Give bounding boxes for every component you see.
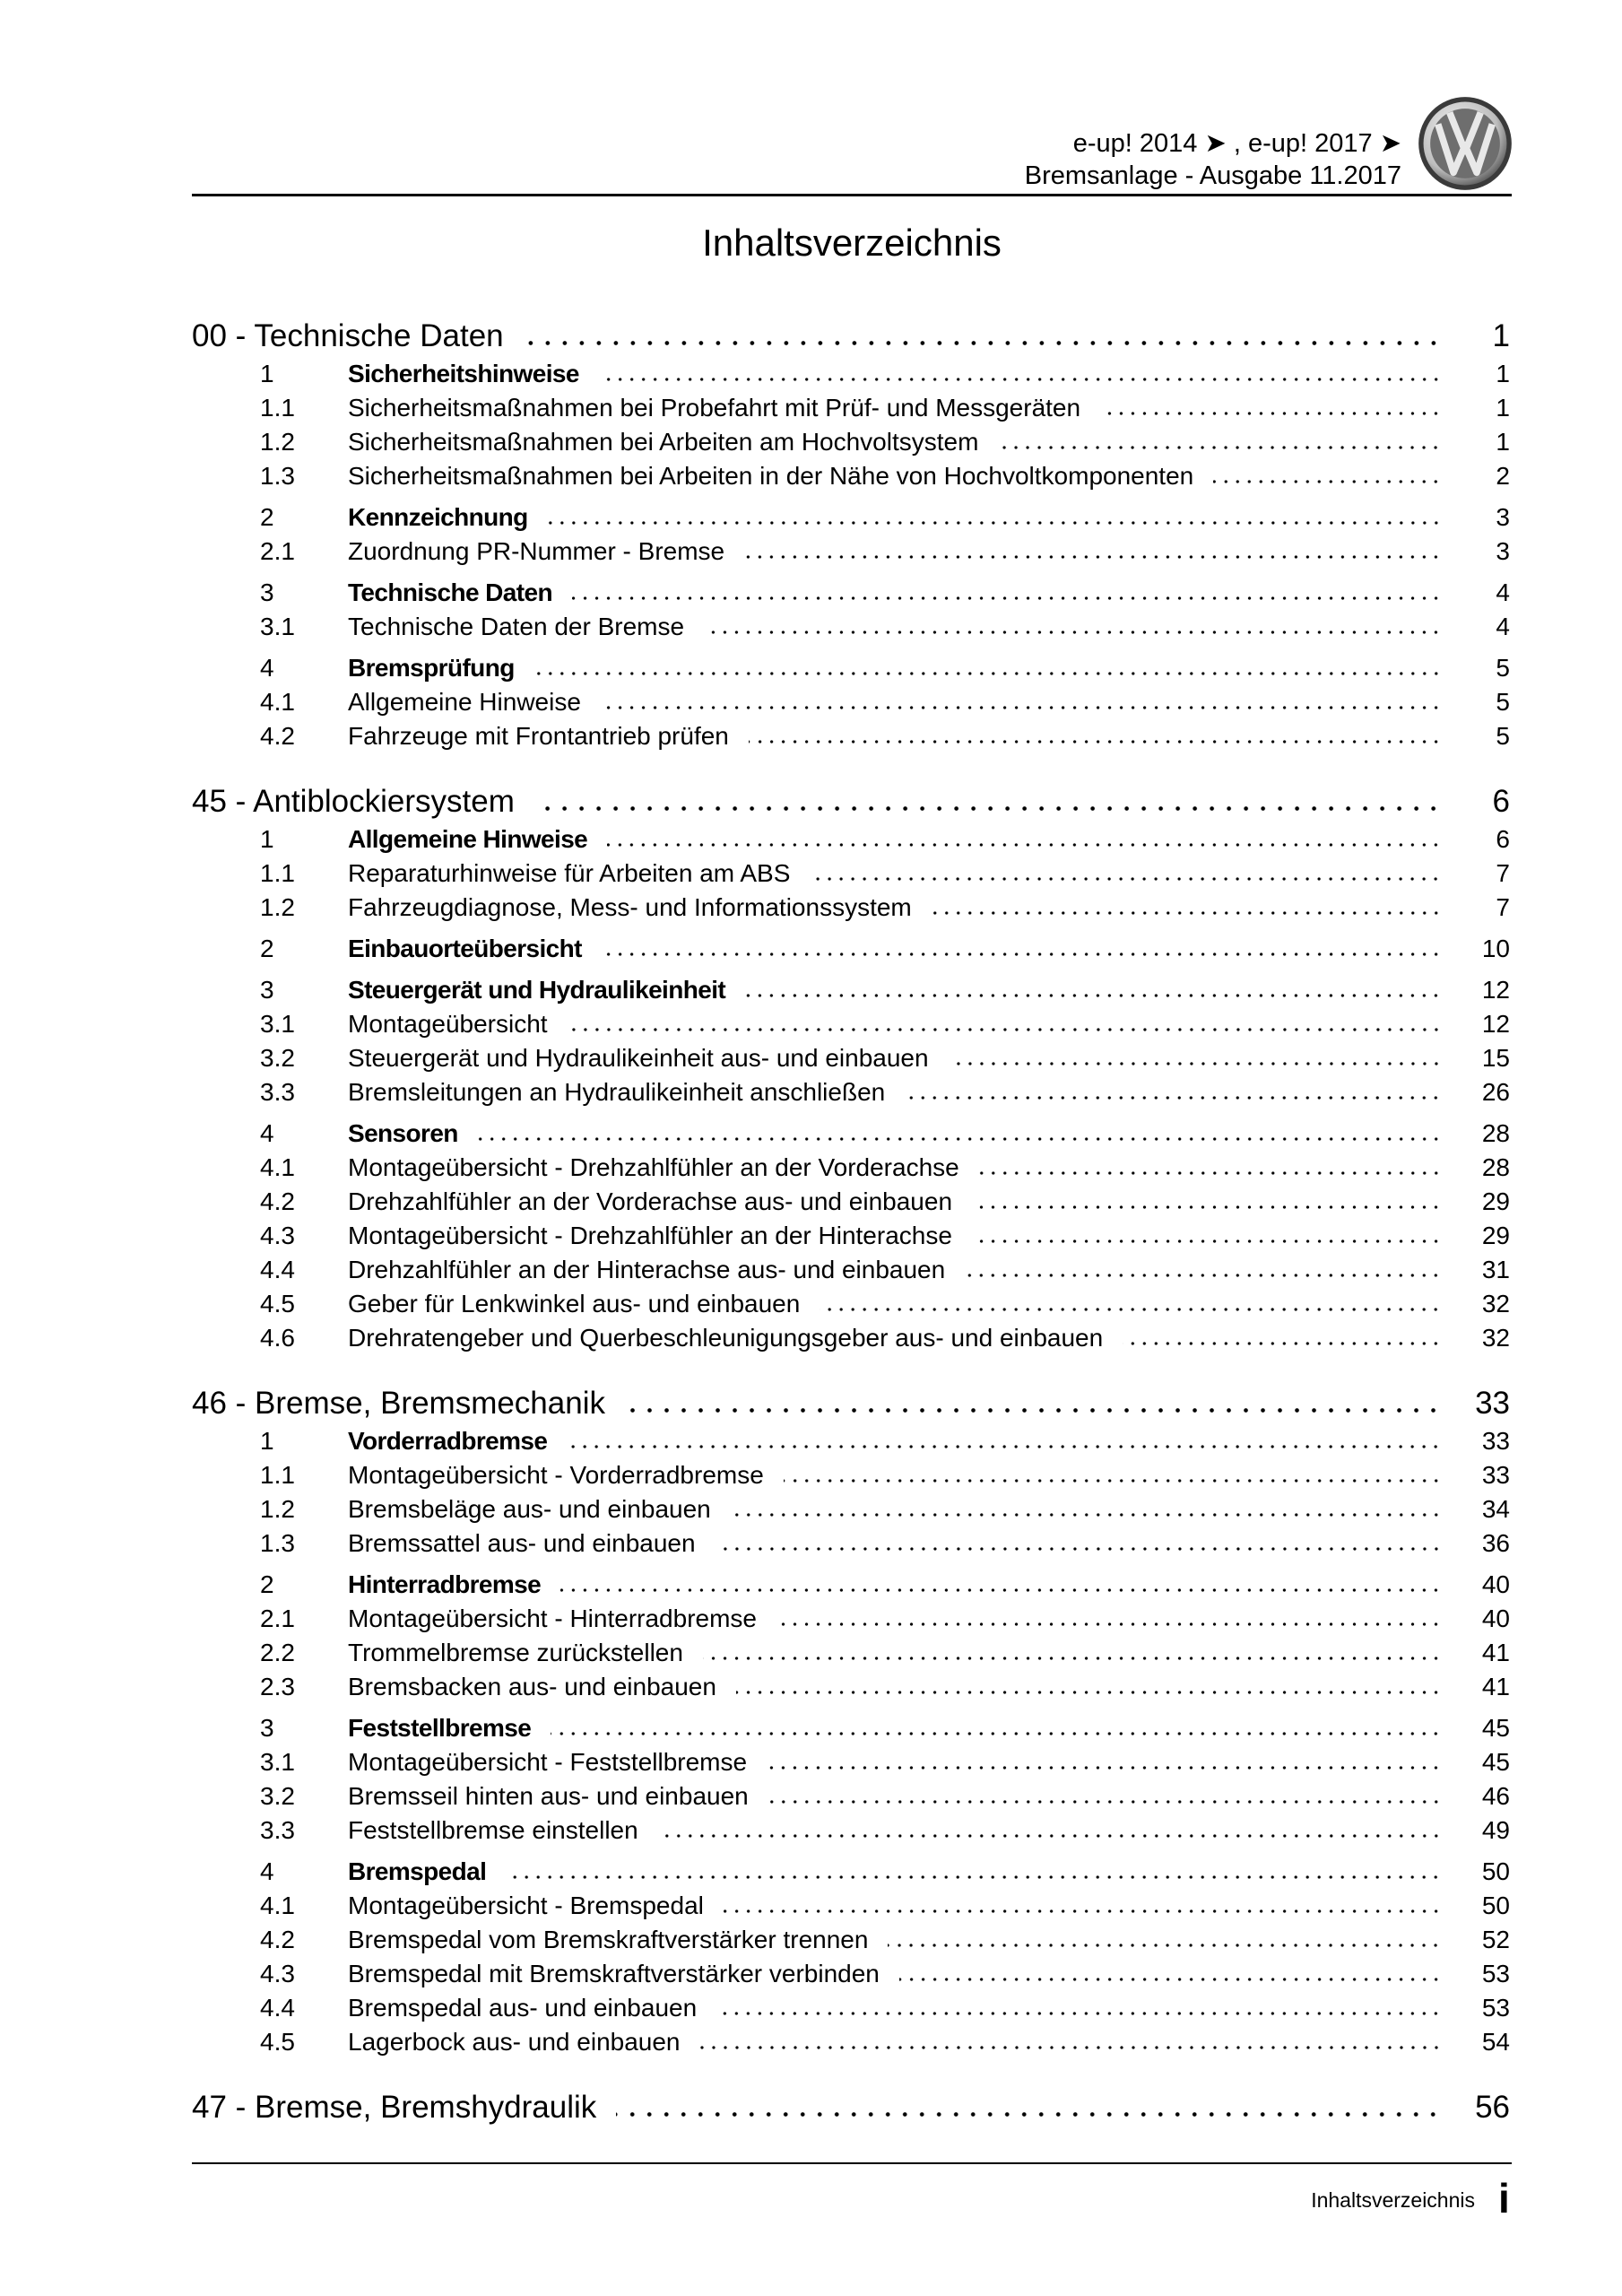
entry-number: 3.2	[260, 1782, 295, 1810]
toc-entry-row[interactable]	[192, 1185, 1510, 1219]
dot-leader	[568, 1027, 1442, 1032]
entry-title: Drehzahlfühler an der Vorderachse aus- und einbauen	[348, 1187, 953, 1215]
toc-entry-row[interactable]	[192, 500, 1510, 535]
dot-leader	[704, 630, 1442, 635]
dot-leader	[548, 520, 1442, 526]
dot-leader	[478, 1136, 1442, 1142]
entry-title: Trommelbremse zurückstellen	[348, 1639, 683, 1666]
entry-number: 3	[260, 976, 274, 1004]
toc-entry-row[interactable]	[192, 391, 1510, 425]
table-of-contents	[192, 312, 1510, 2132]
entry-title: Drehratengeber und Querbeschleunigungsgeber aus- und einbauen	[348, 1324, 1104, 1352]
entry-page-number: 50	[1481, 1857, 1510, 1885]
toc-entry-row[interactable]	[192, 1041, 1510, 1075]
dot-leader	[899, 1977, 1442, 1982]
entry-title: Fahrzeugdiagnose, Mess- und Informationssystem	[348, 893, 912, 921]
chapter-page-number: 6	[1492, 784, 1510, 819]
entry-number: 4.2	[260, 1187, 295, 1215]
entry-page-number: 3	[1496, 537, 1510, 565]
entry-number: 2.1	[260, 537, 295, 565]
entry-page-number: 36	[1481, 1529, 1510, 1557]
toc-entry-row[interactable]	[192, 535, 1510, 569]
entry-page-number: 5	[1496, 688, 1510, 716]
entry-page-number: 1	[1496, 428, 1510, 456]
entry-number: 3.1	[260, 1010, 295, 1038]
document-header	[1025, 127, 1401, 192]
entry-page-number: 45	[1481, 1748, 1510, 1776]
toc-entry-row[interactable]	[192, 357, 1510, 391]
chapter-title: 00 - Technische Daten	[192, 318, 504, 353]
entry-title: Vorderradbremse	[348, 1427, 548, 1455]
entry-number: 4	[260, 654, 274, 682]
entry-page-number: 53	[1481, 1994, 1510, 2022]
dot-leader	[602, 952, 1442, 957]
entry-title: Sicherheitshinweise	[348, 360, 579, 387]
toc-entry-row[interactable]	[192, 1602, 1510, 1636]
toc-entry-row[interactable]	[192, 459, 1510, 493]
entry-number: 3	[260, 578, 274, 606]
dot-leader	[998, 445, 1442, 450]
entry-number: 3.2	[260, 1044, 295, 1072]
dot-leader	[1100, 411, 1442, 416]
dot-leader	[731, 1512, 1442, 1518]
entry-title: Montageübersicht - Drehzahlfühler an der Vorderachse	[348, 1153, 959, 1181]
entry-number: 1	[260, 1427, 274, 1455]
footer-section-label: Inhaltsverzeichnis	[1311, 2188, 1475, 2212]
entry-title: Reparaturhinweise für Arbeiten am ABS	[348, 859, 791, 887]
header-rule	[192, 194, 1512, 196]
dot-leader	[601, 705, 1442, 710]
toc-entry-row[interactable]	[192, 1219, 1510, 1253]
entry-title: Bremspedal mit Bremskraftverstärker verbinden	[348, 1960, 880, 1987]
dot-leader	[700, 2045, 1442, 2050]
dot-leader	[768, 1799, 1442, 1805]
entry-title: Geber für Lenkwinkel aus- und einbauen	[348, 1290, 801, 1318]
dot-leader	[972, 1205, 1442, 1210]
entry-title: Bremspedal vom Bremskraftverstärker trennen	[348, 1926, 869, 1953]
entry-page-number: 15	[1481, 1044, 1510, 1072]
dot-leader	[1213, 479, 1442, 484]
dot-leader	[716, 1546, 1442, 1552]
entry-number: 3.3	[260, 1816, 295, 1844]
toc-entry-row[interactable]	[192, 1075, 1510, 1109]
toc-chapter-row[interactable]	[192, 778, 1510, 826]
dot-leader	[716, 2011, 1442, 2016]
dot-leader	[932, 910, 1442, 916]
entry-page-number: 12	[1481, 1010, 1510, 1038]
entry-number: 1.2	[260, 1495, 295, 1523]
entry-number: 4	[260, 1857, 274, 1885]
entry-title: Bremsleitungen an Hydraulikeinheit anschließen	[348, 1078, 886, 1106]
entry-number: 1.2	[260, 428, 295, 456]
toc-entry-row[interactable]	[192, 1991, 1510, 2025]
entry-page-number: 2	[1496, 462, 1510, 490]
entry-page-number: 1	[1496, 394, 1510, 422]
toc-entry-row[interactable]	[192, 932, 1510, 966]
toc-entry-row[interactable]	[192, 1321, 1510, 1355]
toc-entry-row[interactable]	[192, 651, 1510, 685]
toc-entry-row[interactable]	[192, 576, 1510, 610]
entry-page-number: 45	[1481, 1714, 1510, 1742]
dot-leader	[965, 1273, 1442, 1278]
entry-page-number: 4	[1496, 613, 1510, 640]
entry-number: 4.1	[260, 688, 295, 716]
entry-number: 1	[260, 360, 274, 387]
dot-leader	[888, 1943, 1442, 1948]
entry-page-number: 41	[1481, 1639, 1510, 1666]
toc-entry-row[interactable]	[192, 1670, 1510, 1704]
entry-title: Allgemeine Hinweise	[348, 688, 581, 716]
toc-entry-row[interactable]	[192, 1526, 1510, 1561]
entry-number: 4.6	[260, 1324, 295, 1352]
entry-page-number: 5	[1496, 722, 1510, 750]
entry-page-number: 3	[1496, 503, 1510, 531]
chapter-page-number: 33	[1475, 1386, 1510, 1421]
entry-number: 4.1	[260, 1892, 295, 1919]
entry-page-number: 54	[1481, 2028, 1510, 2056]
toc-chapter-row[interactable]	[192, 2083, 1510, 2132]
toc-entry-row[interactable]	[192, 719, 1510, 753]
dot-leader	[767, 1765, 1442, 1770]
entry-number: 2	[260, 503, 274, 531]
entry-title: Technische Daten	[348, 578, 552, 606]
entry-number: 4	[260, 1119, 274, 1147]
entry-page-number: 32	[1481, 1290, 1510, 1318]
entry-title: Einbauorteübersicht	[348, 935, 582, 962]
dot-leader	[776, 1622, 1442, 1627]
entry-title: Drehzahlfühler an der Hinterachse aus- und einbauen	[348, 1256, 946, 1283]
entry-page-number: 6	[1496, 825, 1510, 853]
chapter-title: 45 - Antiblockiersystem	[192, 784, 515, 819]
toc-entry-row[interactable]	[192, 1568, 1510, 1602]
dot-leader	[1123, 1341, 1442, 1346]
entry-number: 4.5	[260, 2028, 295, 2056]
entry-title: Bremsseil hinten aus- und einbauen	[348, 1782, 749, 1810]
entry-page-number: 46	[1481, 1782, 1510, 1810]
dot-leader	[572, 596, 1442, 601]
dot-leader	[658, 1833, 1442, 1839]
entry-title: Bremspedal aus- und einbauen	[348, 1994, 698, 2022]
dot-leader	[979, 1170, 1442, 1176]
dot-leader	[744, 554, 1442, 560]
toc-entry-row[interactable]	[192, 425, 1510, 459]
dot-leader	[703, 1656, 1442, 1661]
dot-leader	[820, 1307, 1442, 1312]
dot-leader	[534, 671, 1442, 676]
entry-title: Steuergerät und Hydraulikeinheit aus- und einbauen	[348, 1044, 929, 1072]
toc-entry-row[interactable]	[192, 1007, 1510, 1041]
entry-title: Sicherheitsmaßnahmen bei Arbeiten am Hochvoltsystem	[348, 428, 979, 456]
dot-leader	[810, 876, 1442, 882]
entry-title: Fahrzeuge mit Frontantrieb prüfen	[348, 722, 729, 750]
toc-entry-row[interactable]	[192, 1779, 1510, 1813]
dot-leader	[745, 993, 1442, 998]
toc-entry-row[interactable]	[192, 1151, 1510, 1185]
entry-page-number: 41	[1481, 1673, 1510, 1700]
dot-leader	[599, 377, 1442, 382]
toc-entry-row[interactable]	[192, 685, 1510, 719]
entry-title: Montageübersicht - Hinterradbremse	[348, 1605, 757, 1632]
header-edition-line: Bremsanlage - Ausgabe 11.2017	[1024, 161, 1401, 190]
dot-leader	[607, 842, 1442, 848]
entry-page-number: 7	[1496, 859, 1510, 887]
toc-entry-row[interactable]	[192, 1813, 1510, 1848]
toc-entry-row[interactable]	[192, 857, 1510, 891]
toc-entry-row[interactable]	[192, 1957, 1510, 1991]
dot-leader	[949, 1061, 1442, 1066]
toc-entry-row[interactable]	[192, 1745, 1510, 1779]
entry-title: Bremsbeläge aus- und einbauen	[348, 1495, 711, 1523]
entry-number: 4.4	[260, 1994, 295, 2022]
entry-title: Allgemeine Hinweise	[348, 825, 588, 853]
entry-number: 1.2	[260, 893, 295, 921]
page-title: Inhaltsverzeichnis	[702, 222, 1002, 264]
toc-entry-row[interactable]	[192, 1889, 1510, 1923]
entry-page-number: 40	[1481, 1605, 1510, 1632]
header-model-line: e-up! 2014 ➤ , e-up! 2017 ➤	[1072, 129, 1401, 158]
entry-title: Bremspedal	[348, 1857, 487, 1885]
entry-number: 2.3	[260, 1673, 295, 1700]
entry-title: Feststellbremse einstellen	[348, 1816, 638, 1844]
entry-title: Montageübersicht - Vorderradbremse	[348, 1461, 764, 1489]
toc-chapter-row[interactable]	[192, 312, 1510, 361]
entry-title: Sicherheitsmaßnahmen bei Arbeiten in der Nähe von Hochvoltkomponenten	[348, 462, 1194, 490]
dot-leader	[736, 1690, 1442, 1695]
entry-page-number: 50	[1481, 1892, 1510, 1919]
entry-title: Bremsprüfung	[348, 654, 515, 682]
entry-page-number: 28	[1481, 1153, 1510, 1181]
entry-title: Bremssattel aus- und einbauen	[348, 1529, 696, 1557]
dot-leader	[905, 1095, 1442, 1100]
toc-entry-row[interactable]	[192, 1424, 1510, 1458]
entry-number: 1.1	[260, 1461, 295, 1489]
dot-leader	[625, 1407, 1442, 1413]
toc-entry-row[interactable]	[192, 1117, 1510, 1151]
toc-entry-row[interactable]	[192, 973, 1510, 1007]
entry-number: 4.4	[260, 1256, 295, 1283]
entry-page-number: 33	[1481, 1427, 1510, 1455]
entry-title: Montageübersicht - Bremspedal	[348, 1892, 704, 1919]
entry-title: Montageübersicht - Drehzahlfühler an der Hinterachse	[348, 1222, 952, 1249]
dot-leader	[506, 1874, 1442, 1880]
toc-entry-row[interactable]	[192, 1636, 1510, 1670]
entry-page-number: 7	[1496, 893, 1510, 921]
entry-number: 2.1	[260, 1605, 295, 1632]
entry-page-number: 49	[1481, 1816, 1510, 1844]
entry-page-number: 28	[1481, 1119, 1510, 1147]
entry-page-number: 29	[1481, 1222, 1510, 1249]
entry-title: Feststellbremse	[348, 1714, 532, 1742]
entry-number: 4.3	[260, 1960, 295, 1987]
entry-page-number: 5	[1496, 654, 1510, 682]
entry-number: 2	[260, 1570, 274, 1598]
footer-page-number: i	[1498, 2175, 1510, 2222]
entry-page-number: 26	[1481, 1078, 1510, 1106]
toc-entry-row[interactable]	[192, 610, 1510, 644]
entry-page-number: 33	[1481, 1461, 1510, 1489]
dot-leader	[560, 1587, 1442, 1593]
toc-entry-row[interactable]	[192, 1253, 1510, 1287]
toc-chapter-row[interactable]	[192, 1379, 1510, 1428]
dot-leader	[524, 340, 1442, 346]
chapter-title: 46 - Bremse, Bremsmechanik	[192, 1386, 605, 1421]
vw-logo-icon	[1417, 95, 1514, 192]
entry-number: 4.1	[260, 1153, 295, 1181]
entry-number: 4.2	[260, 1926, 295, 1953]
dot-leader	[749, 739, 1442, 744]
footer-rule	[192, 2162, 1512, 2164]
entry-number: 4.2	[260, 722, 295, 750]
entry-number: 3.3	[260, 1078, 295, 1106]
toc-entry-row[interactable]	[192, 1711, 1510, 1745]
entry-title: Zuordnung PR-Nummer - Bremse	[348, 537, 725, 565]
entry-number: 1.3	[260, 1529, 295, 1557]
entry-page-number: 31	[1481, 1256, 1510, 1283]
entry-title: Sicherheitsmaßnahmen bei Probefahrt mit Prüf- und Messgeräten	[348, 394, 1081, 422]
toc-entry-row[interactable]	[192, 891, 1510, 925]
entry-page-number: 29	[1481, 1187, 1510, 1215]
dot-leader	[724, 1909, 1442, 1914]
toc-entry-row[interactable]	[192, 1855, 1510, 1889]
chapter-page-number: 56	[1475, 2090, 1510, 2125]
entry-title: Bremsbacken aus- und einbauen	[348, 1673, 716, 1700]
entry-title: Kennzeichnung	[348, 503, 528, 531]
entry-page-number: 12	[1481, 976, 1510, 1004]
entry-title: Technische Daten der Bremse	[348, 613, 685, 640]
dot-leader	[972, 1239, 1442, 1244]
entry-number: 3.1	[260, 1748, 295, 1776]
entry-number: 4.3	[260, 1222, 295, 1249]
entry-page-number: 34	[1481, 1495, 1510, 1523]
entry-title: Sensoren	[348, 1119, 458, 1147]
entry-page-number: 53	[1481, 1960, 1510, 1987]
toc-entry-row[interactable]	[192, 1492, 1510, 1526]
entry-number: 3.1	[260, 613, 295, 640]
entry-title: Hinterradbremse	[348, 1570, 542, 1598]
toc-entry-row[interactable]	[192, 822, 1510, 857]
entry-number: 1	[260, 825, 274, 853]
entry-number: 2	[260, 935, 274, 962]
entry-number: 1.3	[260, 462, 295, 490]
entry-title: Lagerbock aus- und einbauen	[348, 2028, 681, 2056]
dot-leader	[616, 2111, 1442, 2118]
entry-page-number: 52	[1481, 1926, 1510, 1953]
entry-number: 2.2	[260, 1639, 295, 1666]
entry-number: 1.1	[260, 859, 295, 887]
entry-number: 1.1	[260, 394, 295, 422]
dot-leader	[534, 805, 1442, 812]
dot-leader	[551, 1731, 1442, 1736]
entry-page-number: 10	[1481, 935, 1510, 962]
entry-title: Montageübersicht - Feststellbremse	[348, 1748, 748, 1776]
entry-number: 4.5	[260, 1290, 295, 1318]
entry-title: Steuergerät und Hydraulikeinheit	[348, 976, 726, 1004]
chapter-page-number: 1	[1492, 318, 1510, 353]
dot-leader	[567, 1444, 1442, 1449]
dot-leader	[784, 1478, 1442, 1483]
entry-title: Montageübersicht	[348, 1010, 548, 1038]
entry-page-number: 4	[1496, 578, 1510, 606]
entry-page-number: 32	[1481, 1324, 1510, 1352]
entry-number: 3	[260, 1714, 274, 1742]
toc-entry-row[interactable]	[192, 1923, 1510, 1957]
toc-entry-row[interactable]	[192, 2025, 1510, 2059]
toc-entry-row[interactable]	[192, 1287, 1510, 1321]
chapter-title: 47 - Bremse, Bremshydraulik	[192, 2090, 597, 2125]
entry-page-number: 1	[1496, 360, 1510, 387]
toc-entry-row[interactable]	[192, 1458, 1510, 1492]
entry-page-number: 40	[1481, 1570, 1510, 1598]
